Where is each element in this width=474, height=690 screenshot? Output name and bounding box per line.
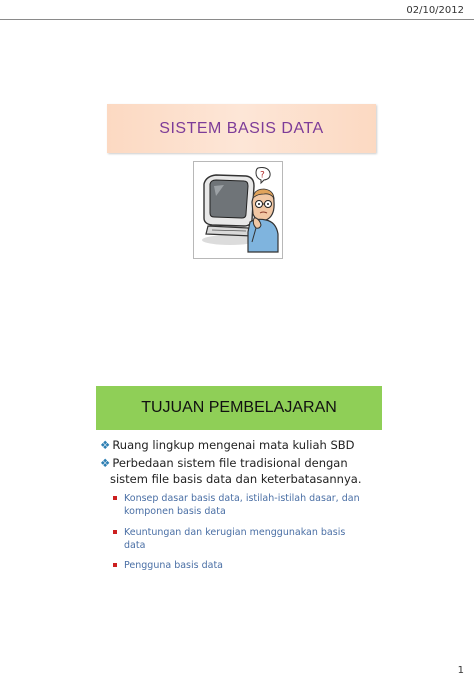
- slide-title-box: [107, 104, 376, 153]
- bullet-item: [100, 455, 361, 487]
- sub-bullet-text: Keuntungan dan kerugian menggunakan basis: [124, 527, 346, 538]
- bullet-text: Perbedaan sistem file tradisional dengan: [112, 456, 348, 470]
- slide2-title-box: [96, 386, 382, 430]
- sub-bullet-text-continued: komponen basis data: [124, 506, 226, 517]
- sub-bullet-text: Pengguna basis data: [124, 560, 224, 571]
- square-bullet-icon: [113, 530, 117, 534]
- diamond-bullet-icon: ❖: [100, 456, 111, 470]
- slide2-title: TUJUAN PEMBELAJARAN: [141, 399, 337, 416]
- bullet-text: Ruang lingkup mengenai mata kuliah SBD: [112, 438, 355, 452]
- square-bullet-icon: [113, 563, 117, 567]
- bullet-text-continued: sistem file basis data dan keterbatasannya.: [110, 472, 362, 486]
- print-date: 02/10/2012: [406, 5, 464, 16]
- page-number: 1: [457, 665, 464, 676]
- header-divider: [0, 19, 474, 20]
- sub-bullet-item: [113, 492, 373, 518]
- bullet-item: [100, 437, 355, 453]
- confused-person-at-computer-icon: [193, 161, 283, 259]
- diamond-bullet-icon: ❖: [100, 438, 111, 452]
- sub-bullet-item: [113, 559, 373, 572]
- sub-bullet-text: Konsep dasar basis data, istilah-istilah dasar, dan: [124, 493, 360, 504]
- square-bullet-icon: [113, 496, 117, 500]
- sub-bullet-item: [113, 526, 373, 552]
- sub-bullet-text-continued: data: [124, 540, 146, 551]
- slide-title: SISTEM BASIS DATA: [159, 119, 324, 137]
- svg-text:?: ?: [260, 170, 265, 181]
